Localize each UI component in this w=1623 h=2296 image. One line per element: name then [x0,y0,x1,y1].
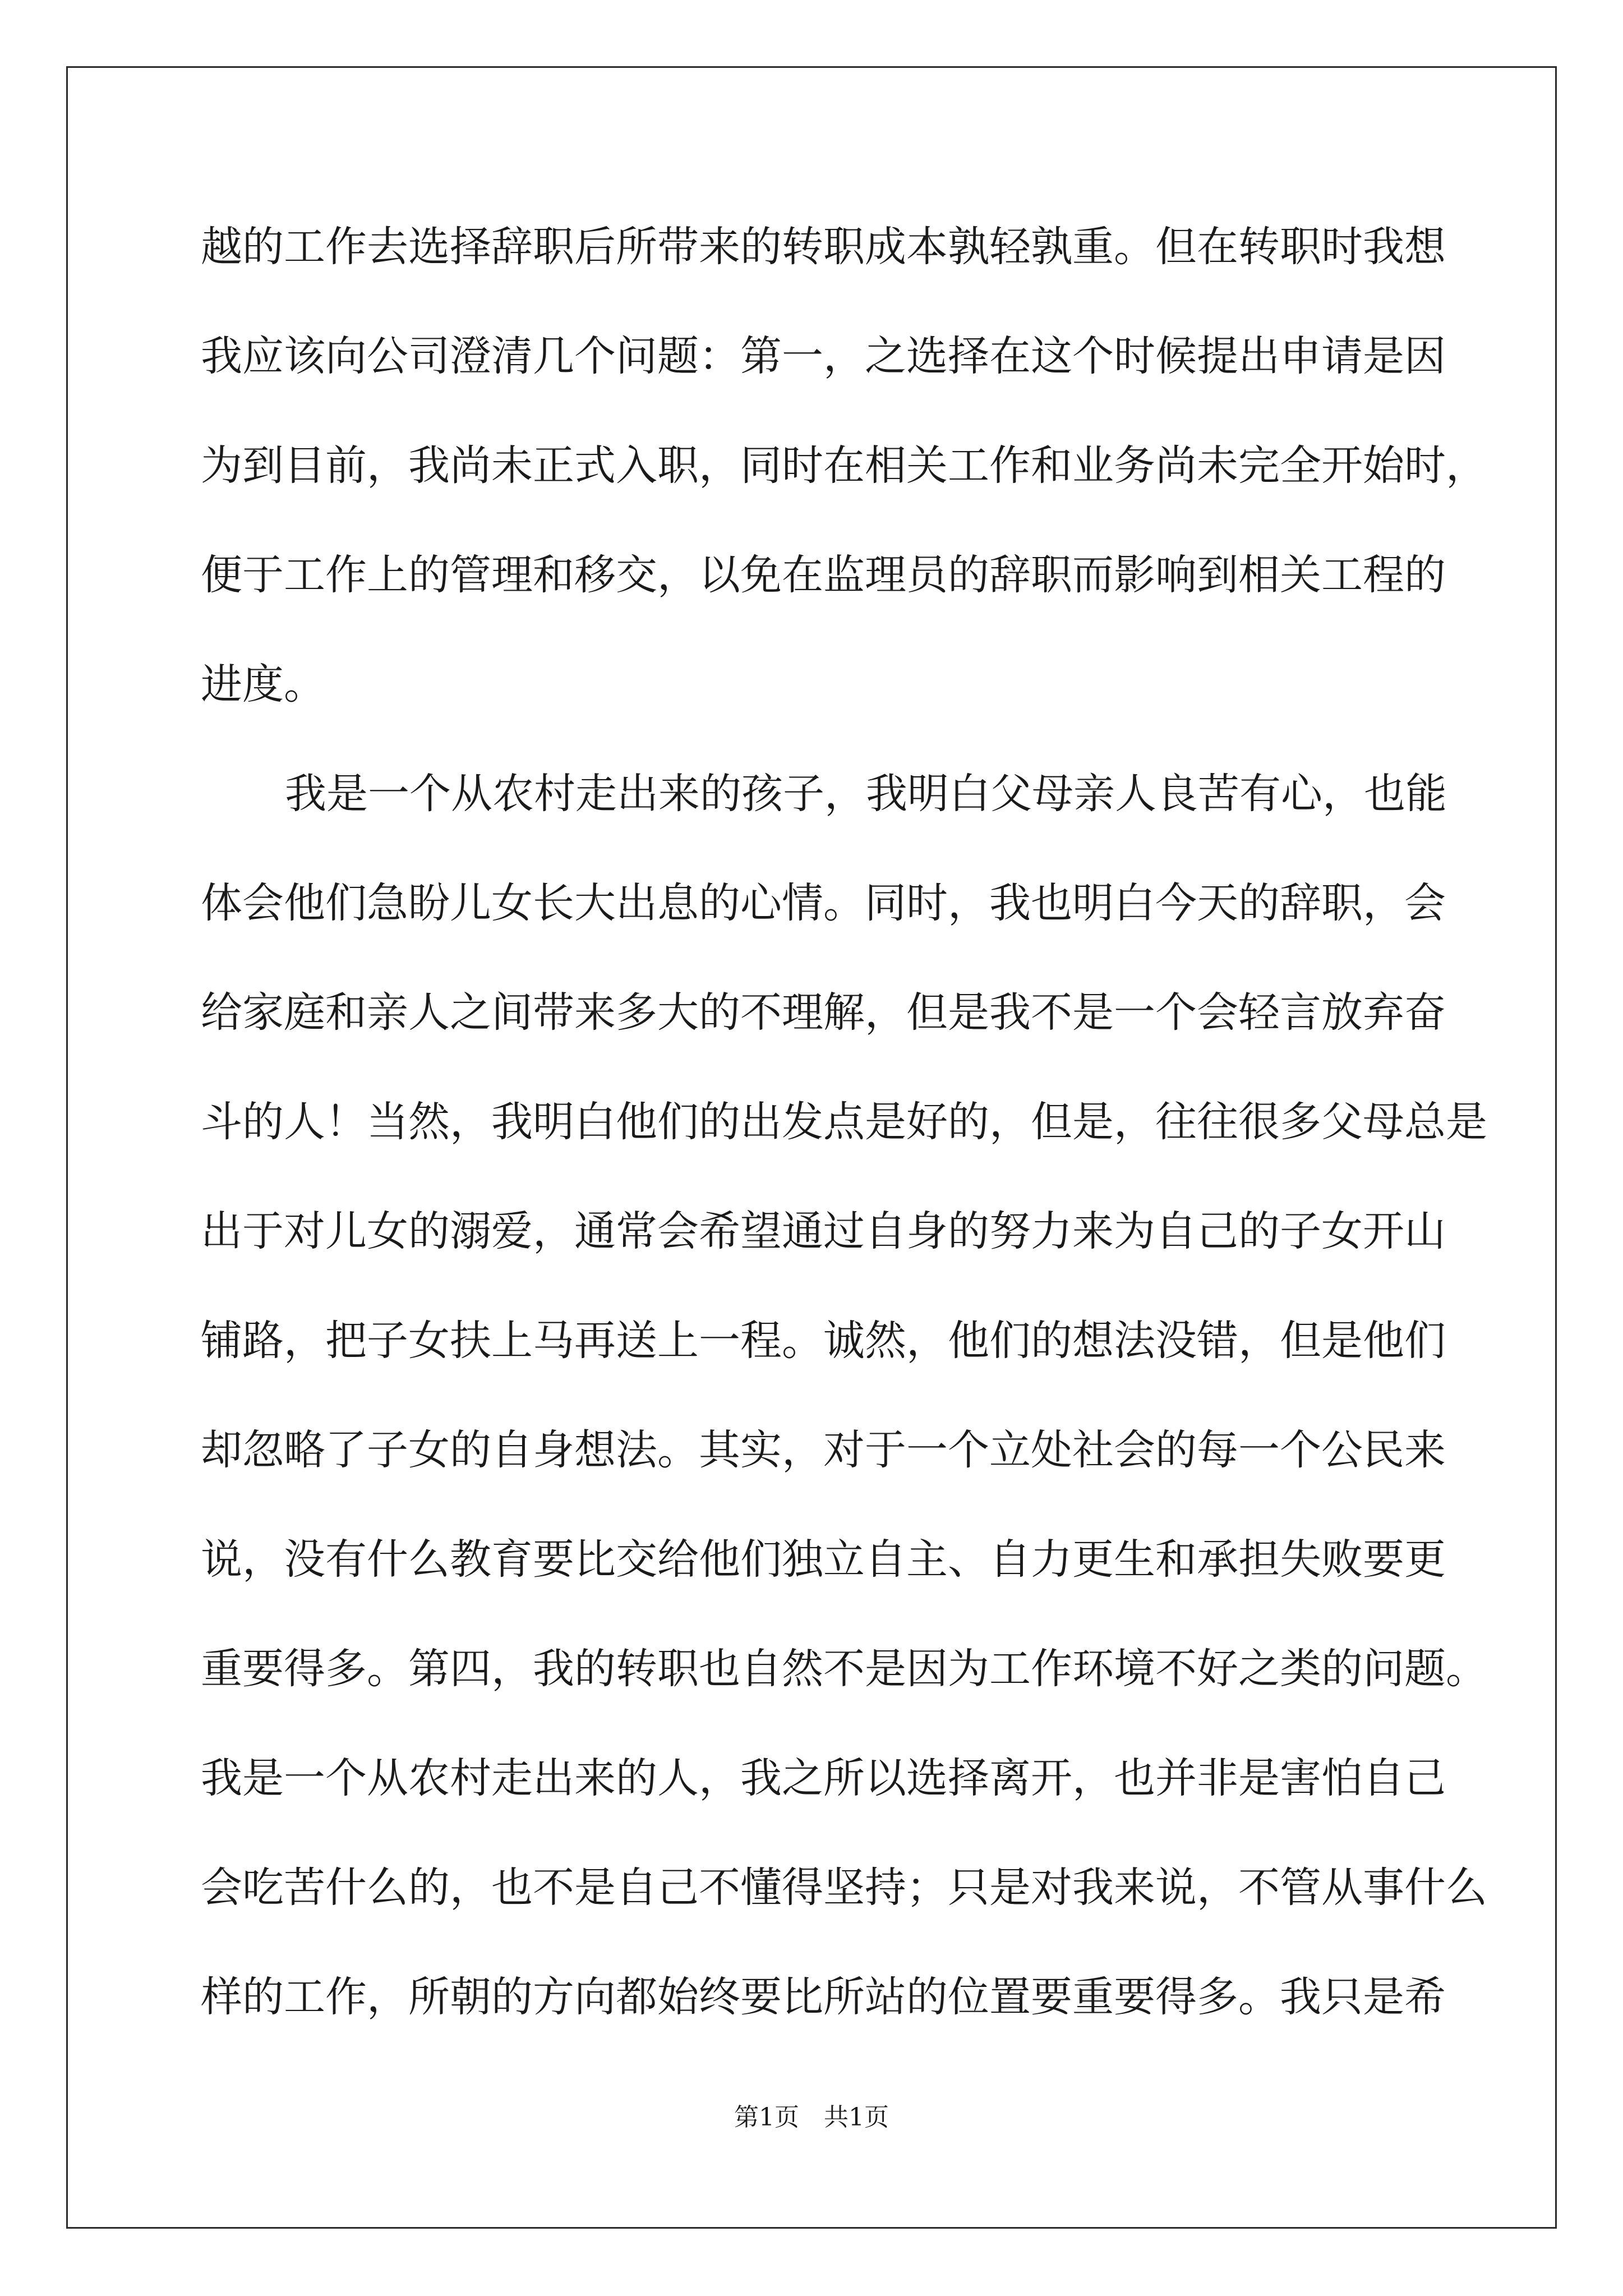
text-line: 铺路，把子女扶上马再送上一程。诚然，他们的想法没错，但是他们 [201,1317,1446,1365]
text-line: 便于工作上的管理和移交，以免在监理员的辞职而影响到相关工程的 [201,551,1446,599]
text-line: 重要得多。第四，我的转职也自然不是因为工作环境不好之类的问题。 [201,1645,1487,1693]
text-line: 样的工作，所朝的方向都始终要比所站的位置要重要得多。我只是希 [201,1973,1446,2021]
text-line: 会吃苦什么的，也不是自己不懂得坚持；只是对我来说，不管从事什么 [201,1864,1487,1912]
document-body [201,219,1487,2078]
text-line: 说，没有什么教育要比交给他们独立自主、自力更生和承担失败要更 [201,1535,1446,1584]
text-line: 越的工作去选择辞职后所带来的转职成本孰轻孰重。但在转职时我想 [201,223,1446,271]
page-number-footer: 第1页 共1页 [734,2103,889,2132]
text-line: 出于对儿女的溺爱，通常会希望通过自身的努力来为自己的子女开山 [201,1207,1446,1255]
text-line: 我应该向公司澄清几个问题：第一，之选择在这个时候提出申请是因 [201,332,1446,380]
text-line: 我是一个从农村走出来的孩子，我明白父母亲人良苦有心，也能 [285,770,1447,818]
text-line: 给家庭和亲人之间带来多大的不理解，但是我不是一个会轻言放弃奋 [201,988,1446,1037]
text-line: 体会他们急盼儿女长大出息的心情。同时，我也明白今天的辞职，会 [201,879,1446,927]
text-line: 斗的人！当然，我明白他们的出发点是好的，但是，往往很多父母总是 [201,1098,1487,1146]
text-line: 为到目前，我尚未正式入职，同时在相关工作和业务尚未完全开始时， [201,441,1487,490]
text-line: 却忽略了子女的自身想法。其实，对于一个立处社会的每一个公民来 [201,1426,1446,1474]
text-line: 我是一个从农村走出来的人，我之所以选择离开，也并非是害怕自己 [201,1754,1446,1802]
text-line: 进度。 [201,660,325,708]
